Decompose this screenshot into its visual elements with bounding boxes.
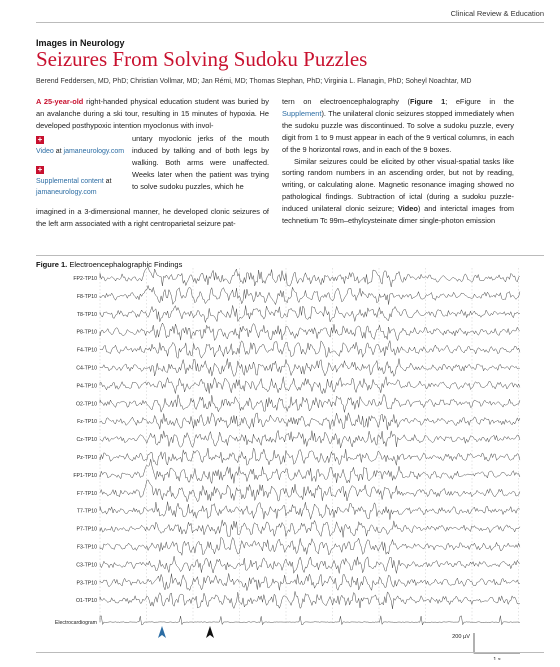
- col2-text-a: tern on electroencephalography (: [282, 97, 410, 106]
- paragraph-2-text: imagined in a 3-dimensional manner, he developed clonic seizures of the left arm associated with a right centroparietal seizure pat-: [36, 207, 269, 228]
- eeg-trace: [100, 377, 520, 394]
- channel-label: C4-TP10: [76, 365, 97, 372]
- channel-label: Fz-TP10: [77, 419, 97, 426]
- channel-label: P3-TP10: [76, 580, 97, 587]
- channel-label: T8-TP10: [76, 311, 97, 318]
- scale-bar: [474, 633, 520, 653]
- top-rule: [36, 22, 544, 23]
- paragraph-1-text: right-handed physical education student was buried by an avalanche during a ski tour, resulting in 15 minutes of hypoxia. He developed posthypoxic intention myoclonus with invol-: [36, 97, 269, 130]
- eeg-trace: [100, 267, 520, 287]
- video-callout[interactable]: [36, 135, 126, 157]
- channel-label: O2-TP10: [75, 401, 97, 408]
- paragraph-2: [36, 206, 269, 230]
- seizure-onset-arrow-icon: [158, 626, 166, 638]
- eeg-trace: [100, 359, 520, 377]
- paragraph-4: [282, 156, 514, 227]
- eeg-trace: [100, 395, 520, 413]
- eeg-trace: [100, 520, 520, 537]
- col2-text-c: ). The unilateral clonic seizures stopped immediately when the sudoku puzzle was discontinued. To solve a sudoku puzzle, every digit from 1 to 9 must appear in each of the 9 vertical columns, in each of the 9 horizontal rows, and in each of the 9 boxes.: [282, 108, 514, 154]
- eeg-trace: [100, 556, 520, 573]
- channel-label: Electrocardiogram: [54, 620, 97, 627]
- body-column-2: [282, 96, 514, 227]
- seizure-end-arrow-icon: [206, 626, 214, 638]
- plus-icon: +: [37, 135, 43, 144]
- eeg-trace: [100, 502, 520, 520]
- paragraph-3: [282, 96, 514, 156]
- supplement-callout[interactable]: [36, 165, 126, 198]
- eeg-trace: [100, 305, 520, 322]
- col2-text-e: ) and interictal images from technetium Tc 99m–ethylcysteinate dimer single-photon emission: [282, 204, 514, 226]
- eeg-trace: [100, 413, 520, 430]
- ecg-trace: [100, 616, 520, 625]
- channel-label: Pz-TP10: [76, 455, 97, 461]
- channel-label: F8-TP10: [76, 293, 97, 300]
- figure-title: Electroencephalographic Findings: [67, 260, 183, 269]
- figure-rule: [36, 255, 544, 256]
- channel-label: F3-TP10: [76, 544, 97, 551]
- amplitude-scale-label: 200 µV: [452, 634, 470, 640]
- eeg-trace: [100, 448, 520, 465]
- journal-section-label: Clinical Review & Education: [450, 9, 544, 18]
- plus-icon: +: [37, 165, 43, 174]
- supplement-link[interactable]: Supplemental content: [36, 178, 104, 185]
- channel-label: T7-TP10: [76, 508, 97, 515]
- supplement-at: at: [103, 178, 112, 185]
- eeg-figure: [0, 260, 560, 660]
- eeg-trace: [100, 286, 520, 305]
- supplement-site-link[interactable]: jamaneurology.com: [36, 189, 97, 196]
- eeg-trace: [100, 591, 520, 609]
- video-site-link[interactable]: jamaneurology.com: [63, 148, 125, 155]
- channel-label: C3-TP10: [76, 562, 97, 569]
- channel-label: FP1-TP10: [73, 472, 97, 479]
- channel-label: P4-TP10: [76, 383, 97, 390]
- bottom-rule: [36, 652, 544, 653]
- video-link[interactable]: Video: [36, 148, 54, 155]
- eeg-trace: [100, 430, 520, 448]
- article-title: Seizures From Solving Sudoku Puzzles: [36, 47, 368, 71]
- eeg-trace: [100, 537, 520, 555]
- time-scale-label: 1 s: [493, 657, 501, 660]
- channel-label: O1-TP10: [75, 598, 97, 605]
- video-reference[interactable]: Video: [397, 204, 418, 214]
- figure-number: Figure 1.: [36, 260, 68, 269]
- section-heading: Images in Neurology: [36, 38, 125, 48]
- figure-reference[interactable]: Figure 1: [409, 97, 446, 106]
- paragraph-1: [36, 96, 269, 132]
- channel-label: FP2-TP10: [73, 276, 97, 282]
- supplement-reference[interactable]: Supplement: [282, 108, 322, 118]
- channel-label: F7-TP10: [76, 490, 97, 497]
- channel-label: F4-TP10: [76, 347, 97, 354]
- eeg-trace: [100, 573, 520, 590]
- col2-text-b: ; eFigure in the: [445, 97, 515, 106]
- lead-in: A 25-year-old: [36, 97, 84, 106]
- eeg-trace: [100, 480, 520, 502]
- eeg-trace: [100, 459, 520, 483]
- col2-text-d: Similar seizures could be elicited by other visual-spatial tasks like sorting random numbers in an ascending order, but not by reading, writing, or calculating alone. Magnetic resonance imaging showed no pathological findings. Subtraction of ictal (during a sudoku puzzle-induced unilateral clonic seizure;: [282, 156, 514, 214]
- body-column-1: [36, 96, 269, 132]
- author-list: Berend Feddersen, MD, PhD; Christian Vollmar, MD; Jan Rémi, MD; Thomas Stephan, PhD; Virginia L. Flanagin, PhD; Soheyl Noachtar, MD: [36, 78, 472, 85]
- video-at: at: [53, 148, 64, 155]
- paragraph-1-continued: untary myoclonic jerks of the mouth induced by talking and of both legs by walking. Both arms were unaffected. Weeks later when the patient was trying to solve sudoku puzzles, which he: [132, 134, 269, 191]
- channel-label: Cz-TP10: [76, 437, 97, 444]
- eeg-trace: [100, 341, 520, 359]
- channel-label: P8-TP10: [76, 329, 97, 336]
- eeg-trace: [100, 323, 520, 341]
- channel-label: P7-TP10: [76, 526, 97, 533]
